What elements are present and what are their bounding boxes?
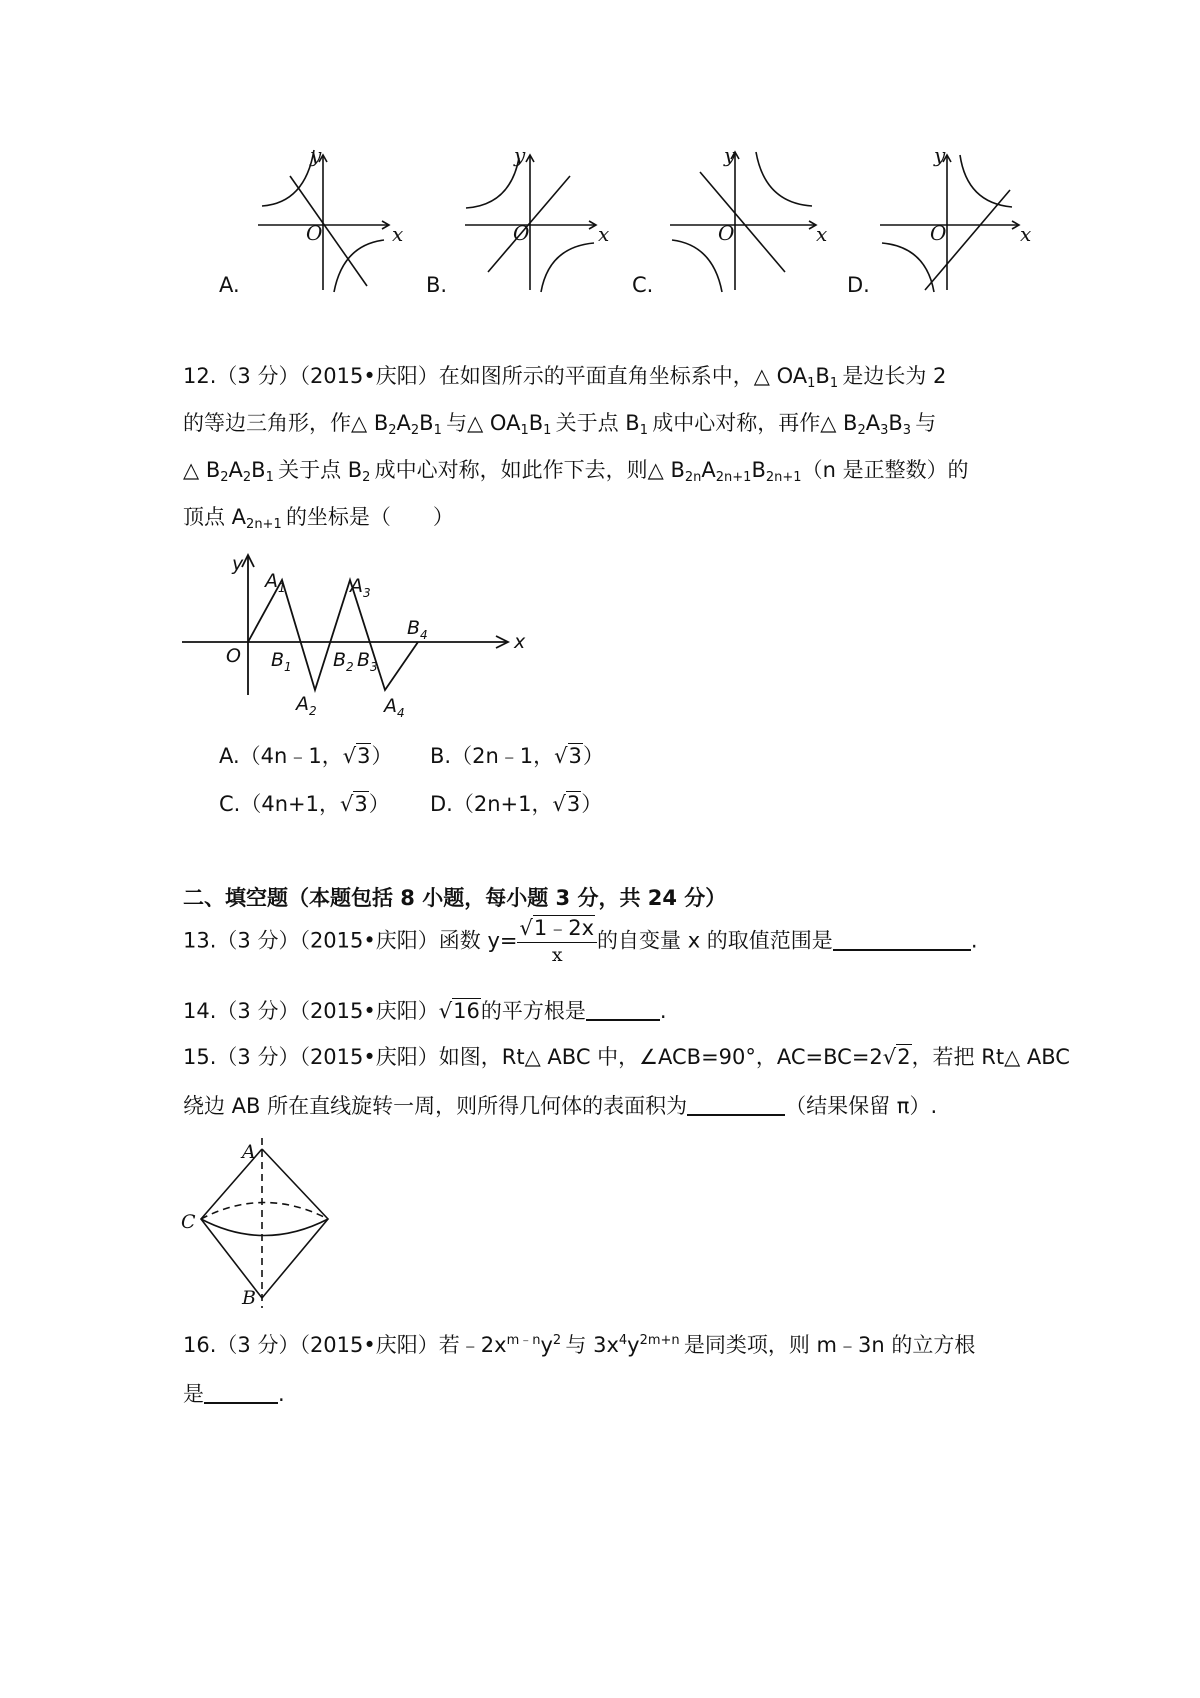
q12-x-label: x [514, 631, 526, 653]
q12-score: （3 分）（2015•庆阳） [216, 364, 439, 388]
q12-option-a[interactable] [219, 746, 392, 767]
q15-text-a: 如图，Rt△ ABC 中，∠ACB=90°，AC=BC=2 [438, 1045, 883, 1069]
q15-label-c: C [181, 1211, 196, 1233]
q16-exp-2: 2 [552, 1333, 562, 1348]
graph-d-y-label: y [934, 143, 946, 167]
q12-text: 与△ OA [446, 411, 521, 435]
q13-answer-blank[interactable] [833, 929, 971, 951]
q12-text: 关于点 B [278, 458, 363, 482]
q12-b3-label: $B_3$ [357, 649, 378, 674]
q13-line [183, 918, 978, 965]
q13-text-b: 的自变量 x 的取值范围是 [597, 928, 833, 953]
q16-line-2 [183, 1382, 285, 1405]
q16-end: . [278, 1382, 285, 1406]
sub: 2 [362, 470, 371, 485]
q14-text: 的平方根是 [480, 999, 586, 1023]
q12-option-a-text: A.（4n﹣1， [219, 744, 343, 768]
sub: 1 [265, 470, 274, 485]
sub: 3 [880, 423, 889, 438]
q12-a1-label: $A_1$ [265, 570, 286, 595]
graph-b-y-label: y [514, 143, 526, 167]
sqrt-3: √3 [552, 792, 581, 816]
q16-line-1 [183, 1335, 975, 1356]
q16-exp-1: m﹣n [506, 1333, 541, 1348]
graph-a-x-label: x [392, 222, 404, 246]
q12-a2-label: $A_2$ [296, 693, 317, 718]
q12-option-c[interactable] [219, 794, 390, 815]
q13-text-a: 函数 y= [438, 928, 518, 953]
q12-option-b-close: ） [582, 744, 604, 768]
q12-text: 在如图所示的平面直角坐标系中，△ OA [438, 364, 808, 388]
q16-text-d: y [627, 1333, 640, 1357]
q12-text: （n 是正整数）的 [801, 458, 969, 482]
graph-a-y-label: y [310, 143, 322, 167]
graph-c-y-label: y [724, 143, 736, 167]
q15-line-1 [183, 1047, 1070, 1068]
q12-text: △ B [183, 458, 221, 482]
q12-line-1: 12.（3 分）（2015•庆阳）在如图所示的平面直角坐标系中，△ $OA_1B_1$ 是边长为 2 [183, 364, 947, 391]
q13-end: . [970, 928, 978, 953]
q16-text-c: 与 3x [565, 1333, 619, 1357]
sub: 1 [433, 423, 442, 438]
q12-text: 成中心对称，再作△ B [652, 411, 858, 435]
sub: 2 [220, 470, 229, 485]
q12-number: 12. [183, 364, 217, 388]
sub: 2n+1 [765, 470, 802, 485]
q12-option-d-text: D.（2n+1， [430, 792, 553, 816]
q12-line-2: 的等边三角形，作△ $B_2A_2B_1$ 与△ $OA_1B_1$ 关于点 $B_1$ 成中心对称，再作△ $B_2A_3B_3$ 与 [183, 411, 937, 438]
graph-b-origin: O [513, 221, 530, 245]
sub: 1 [520, 423, 529, 438]
q12-text: 成中心对称，如此作下去，则△ B [374, 458, 685, 482]
q12-b2-label: $B_2$ [333, 649, 354, 674]
q13-fraction: $\frac{√1﹣2x}{x}$ [517, 918, 597, 965]
q12-option-c-text: C.（4n+1， [219, 792, 340, 816]
q11-option-c[interactable]: C. [632, 273, 654, 297]
q16-text-e: 是同类项，则 m﹣3n 的立方根 [683, 1333, 976, 1357]
q11-option-d[interactable]: D. [847, 273, 870, 297]
sub: 2n+1 [246, 517, 282, 532]
q16-number: 16. [183, 1333, 217, 1357]
sub: 2 [242, 470, 252, 485]
q12-text: 的坐标是（ ） [285, 505, 454, 529]
q12-y-label: y [232, 553, 244, 575]
graph-c-x-label: x [816, 222, 828, 246]
q11-option-b[interactable]: B. [426, 273, 448, 297]
graph-c [670, 152, 816, 292]
q16-answer-blank[interactable] [204, 1382, 278, 1404]
sub: 1 [807, 376, 816, 391]
graph-c-origin: O [718, 221, 735, 245]
sub: 2 [410, 423, 420, 438]
q16-text-b: y [540, 1333, 553, 1357]
q12-b1-label: $B_1$ [271, 649, 292, 674]
q15-answer-blank[interactable] [687, 1094, 785, 1116]
sub: 2 [388, 423, 397, 438]
q13-score: （3 分）（2015•庆阳） [216, 928, 439, 953]
q16-exp-3: 4 [618, 1333, 628, 1348]
sub: 2 [857, 423, 866, 438]
q12-origin: O [226, 645, 241, 667]
q16-text-f: 是 [183, 1382, 204, 1406]
q13-number: 13. [183, 928, 217, 953]
sub: 1 [639, 423, 648, 438]
q12-text: 与 [915, 411, 937, 435]
q12-text: 的等边三角形，作△ B [183, 411, 389, 435]
q12-option-d-close: ） [581, 792, 603, 816]
graph-d-x-label: x [1020, 222, 1032, 246]
q12-option-c-close: ） [368, 792, 390, 816]
q15-number: 15. [183, 1045, 217, 1069]
q12-option-b[interactable] [430, 746, 604, 767]
q15-label-a: A [242, 1141, 256, 1163]
graph-d [880, 155, 1019, 292]
q16-exp-4: 2m+n [639, 1333, 680, 1348]
graph-a-origin: O [306, 221, 323, 245]
q12-figure [170, 548, 540, 718]
q15-line-2 [183, 1094, 937, 1117]
q12-b4-label: $B_4$ [407, 617, 428, 642]
q11-option-a[interactable]: A. [219, 273, 240, 297]
graph-b-x-label: x [598, 222, 610, 246]
q14-sqrt: √16 [438, 999, 480, 1023]
sub: 1 [543, 423, 552, 438]
q16-text-a: 若﹣2x [438, 1333, 507, 1357]
q15-figure [178, 1136, 338, 1312]
sub: 2n [684, 470, 702, 485]
q15-label-b: B [242, 1287, 256, 1309]
q15-text-d: （结果保留 π）. [785, 1094, 938, 1118]
section-2-title: 二、填空题（本题包括 8 小题，每小题 3 分，共 24 分） [183, 886, 727, 910]
q14-number: 14. [183, 999, 217, 1023]
q15-sqrt: √2 [882, 1045, 911, 1069]
q12-line-3: △ $B_2A_2B_1$ 关于点 $B_2$ 成中心对称，如此作下去，则△ $B_{2n}A_{2n+1}B_{2n+1}(n$ 是正整数）的 [183, 458, 969, 485]
sqrt-3: √3 [342, 744, 371, 768]
q12-a3-label: $A_3$ [350, 575, 371, 600]
q15-text-b: ，若把 Rt△ ABC [911, 1045, 1070, 1069]
q14-end: . [659, 999, 667, 1023]
q14-score: （3 分）（2015•庆阳） [216, 999, 439, 1023]
q16-score: （3 分）（2015•庆阳） [216, 1333, 439, 1357]
q11-graphs [0, 130, 1200, 300]
sub: 3 [902, 423, 912, 438]
q14-line [183, 999, 667, 1022]
q12-line-4 [183, 505, 454, 532]
q12-text: 关于点 B [555, 411, 640, 435]
q15-score: （3 分）（2015•庆阳） [216, 1045, 439, 1069]
sqrt-3: √3 [554, 744, 582, 768]
q13-numerator: 1﹣2x [533, 916, 595, 940]
q13-denominator: x [551, 944, 563, 966]
graph-d-origin: O [930, 221, 947, 245]
sub: 1 [829, 376, 839, 391]
q12-text: 是边长为 2 [842, 364, 947, 388]
sub: 2n+1 [715, 470, 752, 485]
graph-a [258, 150, 389, 292]
q12-option-d[interactable] [430, 794, 602, 815]
sqrt-3: √3 [339, 792, 368, 816]
graph-b [465, 155, 596, 292]
q12-option-a-close: ） [371, 744, 393, 768]
q12-text: 顶点 A [183, 505, 247, 529]
q14-answer-blank[interactable] [586, 999, 660, 1021]
q15-text-c: 绕边 AB 所在直线旋转一周，则所得几何体的表面积为 [183, 1094, 688, 1118]
q12-option-b-text: B.（2n﹣1， [430, 744, 555, 768]
q12-a4-label: $A_4$ [384, 695, 405, 718]
